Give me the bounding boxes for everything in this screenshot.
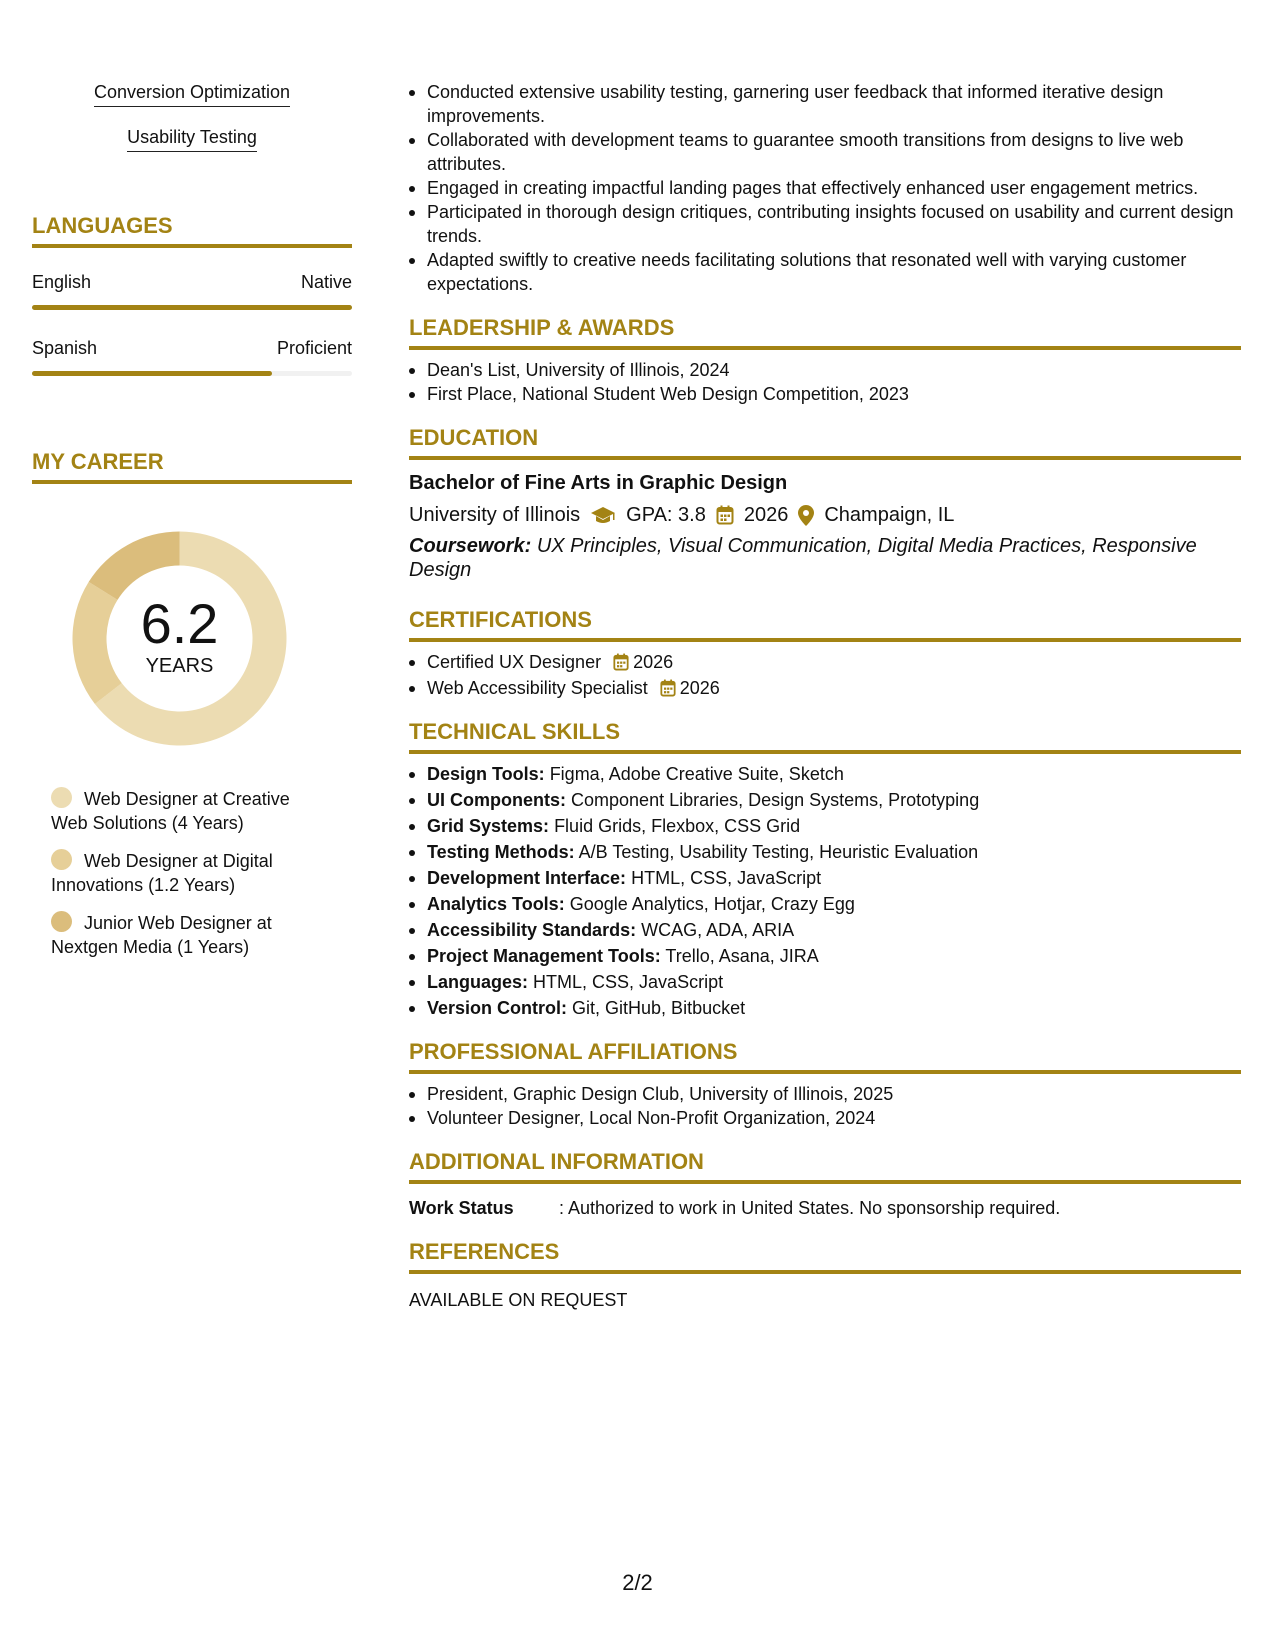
list-item: [409, 866, 1241, 890]
list-item: [409, 970, 1241, 994]
section-title: REFERENCES: [409, 1239, 560, 1264]
list-item: Engaged in creating impactful landing pages that effectively enhanced user engagement metrics.: [409, 176, 1241, 200]
language-bar-fill: [32, 371, 272, 376]
section-rule: [409, 1070, 1241, 1074]
list-item: [409, 918, 1241, 942]
section-rule: [409, 1180, 1241, 1184]
skill-key: Grid Systems:: [427, 816, 550, 836]
technical-skills-list: [409, 762, 1241, 1020]
legend-dot: [51, 849, 72, 870]
certifications-section: [409, 606, 1241, 700]
graduation-cap-icon: [590, 505, 616, 525]
calendar-icon: [716, 505, 734, 525]
skill-value: Fluid Grids, Flexbox, CSS Grid: [554, 816, 801, 836]
affiliations-section: [409, 1038, 1241, 1130]
awards-list: [409, 358, 1241, 406]
career-unit: YEARS: [145, 654, 214, 677]
references-section: [409, 1238, 1241, 1312]
education-section: [409, 424, 1241, 582]
language-item: [32, 270, 352, 310]
work-status-row: [409, 1196, 1241, 1220]
section-title: LEADERSHIP & AWARDS: [409, 315, 675, 340]
list-item: Dean's List, University of Illinois, 2024: [409, 358, 1241, 382]
section-title: EDUCATION: [409, 425, 539, 450]
section-rule: [32, 244, 352, 248]
section-title: CERTIFICATIONS: [409, 607, 592, 632]
section-rule: [409, 1270, 1241, 1274]
career-total: 6.2: [140, 591, 219, 655]
experience-bullets: [409, 80, 1241, 296]
skill-key: Testing Methods:: [427, 842, 575, 862]
awards-section: [409, 314, 1241, 406]
skill-key: Version Control:: [427, 998, 568, 1018]
language-bar: [32, 371, 352, 376]
list-item: President, Graphic Design Club, University of Illinois, 2025: [409, 1082, 1241, 1106]
list-item: [409, 996, 1241, 1020]
affiliations-list: [409, 1082, 1241, 1130]
language-name: English: [32, 272, 92, 292]
skill-tag-label: Usability Testing: [127, 125, 257, 152]
section-rule: [409, 346, 1241, 350]
coursework-text: UX Principles, Visual Communication, Digital Media Practices, Responsive Design: [409, 535, 1197, 581]
skill-value: Component Libraries, Design Systems, Prototyping: [571, 790, 980, 810]
language-level: Proficient: [276, 338, 352, 358]
skill-key: Development Interface:: [427, 868, 627, 888]
legend-label: Web Designer at Digital Innovations (1.2 Years): [51, 851, 273, 895]
list-item: First Place, National Student Web Design Competition, 2023: [409, 382, 1241, 406]
list-item: Collaborated with development teams to guarantee smooth transitions from designs to live web attributes.: [409, 128, 1241, 176]
section-rule: [409, 750, 1241, 754]
skill-key: Design Tools:: [427, 764, 545, 784]
skill-key: Project Management Tools:: [427, 946, 661, 966]
language-bar-fill: [32, 305, 352, 310]
legend-label: Web Designer at Creative Web Solutions (4 Years): [51, 789, 290, 833]
cert-year: 2026: [679, 678, 720, 698]
list-item: Volunteer Designer, Local Non-Profit Organization, 2024: [409, 1106, 1241, 1130]
skill-value: A/B Testing, Usability Testing, Heuristic Evaluation: [578, 842, 979, 862]
gpa: GPA: 3.8: [626, 504, 706, 526]
skill-tag-label: Conversion Optimization: [94, 80, 290, 107]
skill-key: Accessibility Standards:: [427, 920, 637, 940]
career-legend-item: [51, 787, 302, 835]
skill-key: Languages:: [427, 972, 529, 992]
skill-value: HTML, CSS, JavaScript: [533, 972, 724, 992]
legend-label: Junior Web Designer at Nextgen Media (1 Years): [51, 913, 272, 957]
degree-title: Bachelor of Fine Arts in Graphic Design: [409, 472, 788, 494]
school-location: Champaign, IL: [824, 504, 955, 526]
list-item: [409, 788, 1241, 812]
list-item: [409, 676, 1241, 700]
language-bar: [32, 305, 352, 310]
calendar-icon: [613, 653, 629, 671]
work-status-label: Work Status: [409, 1198, 514, 1218]
section-rule: [409, 638, 1241, 642]
languages-section: [32, 212, 352, 376]
additional-info-section: [409, 1148, 1241, 1220]
list-item: [409, 650, 1241, 674]
cert-year: 2026: [633, 652, 674, 672]
school-name: University of Illinois: [409, 504, 581, 526]
skill-value: HTML, CSS, JavaScript: [631, 868, 822, 888]
skill-tag: [32, 80, 352, 125]
list-item: Adapted swiftly to creative needs facilitating solutions that resonated well with varying customer expectations.: [409, 248, 1241, 296]
skill-value: WCAG, ADA, ARIA: [641, 920, 795, 940]
list-item: [409, 762, 1241, 786]
skill-key: UI Components:: [427, 790, 566, 810]
list-item: [409, 840, 1241, 864]
language-level: Native: [300, 272, 352, 292]
section-rule: [409, 456, 1241, 460]
list-item: Conducted extensive usability testing, garnering user feedback that informed iterative design improvements.: [409, 80, 1241, 128]
skill-key: Analytics Tools:: [427, 894, 565, 914]
skill-value: Trello, Asana, JIRA: [665, 946, 819, 966]
technical-skills-section: [409, 718, 1241, 1020]
career-donut-chart: [67, 526, 292, 751]
calendar-icon: [660, 679, 676, 697]
section-rule: [32, 480, 352, 484]
career-legend-item: [51, 911, 302, 959]
graduation-year: 2026: [743, 504, 789, 526]
references-text: AVAILABLE ON REQUEST: [409, 1290, 628, 1310]
section-title: TECHNICAL SKILLS: [409, 719, 621, 744]
certifications-list: [409, 650, 1241, 700]
career-legend-item: [51, 849, 302, 897]
cert-name: Certified UX Designer: [427, 652, 602, 672]
main-column: [409, 80, 1241, 1312]
section-title: MY CAREER: [32, 449, 164, 474]
language-name: Spanish: [32, 338, 98, 358]
section-title: PROFESSIONAL AFFILIATIONS: [409, 1039, 738, 1064]
page-number: 2/2: [622, 1570, 653, 1595]
degree-meta: [409, 502, 1241, 528]
career-legend: [32, 787, 302, 959]
list-item: Participated in thorough design critiques, contributing insights focused on usability and current design trends.: [409, 200, 1241, 248]
list-item: [409, 814, 1241, 838]
language-item: [32, 336, 352, 376]
cert-name: Web Accessibility Specialist: [427, 678, 648, 698]
legend-dot: [51, 787, 72, 808]
coursework-label: Coursework:: [409, 535, 532, 557]
section-title: LANGUAGES: [32, 213, 173, 238]
skill-value: Figma, Adobe Creative Suite, Sketch: [549, 764, 844, 784]
location-pin-icon: [798, 505, 814, 526]
skill-value: Git, GitHub, Bitbucket: [572, 998, 746, 1018]
skill-tag: [32, 125, 352, 170]
sidebar: [32, 80, 352, 973]
work-status-value: : Authorized to work in United States. No sponsorship required.: [559, 1198, 1061, 1218]
coursework: [409, 534, 1241, 582]
career-section: [32, 448, 352, 959]
skill-value: Google Analytics, Hotjar, Crazy Egg: [569, 894, 855, 914]
legend-dot: [51, 911, 72, 932]
list-item: [409, 944, 1241, 968]
list-item: [409, 892, 1241, 916]
section-title: ADDITIONAL INFORMATION: [409, 1149, 704, 1174]
